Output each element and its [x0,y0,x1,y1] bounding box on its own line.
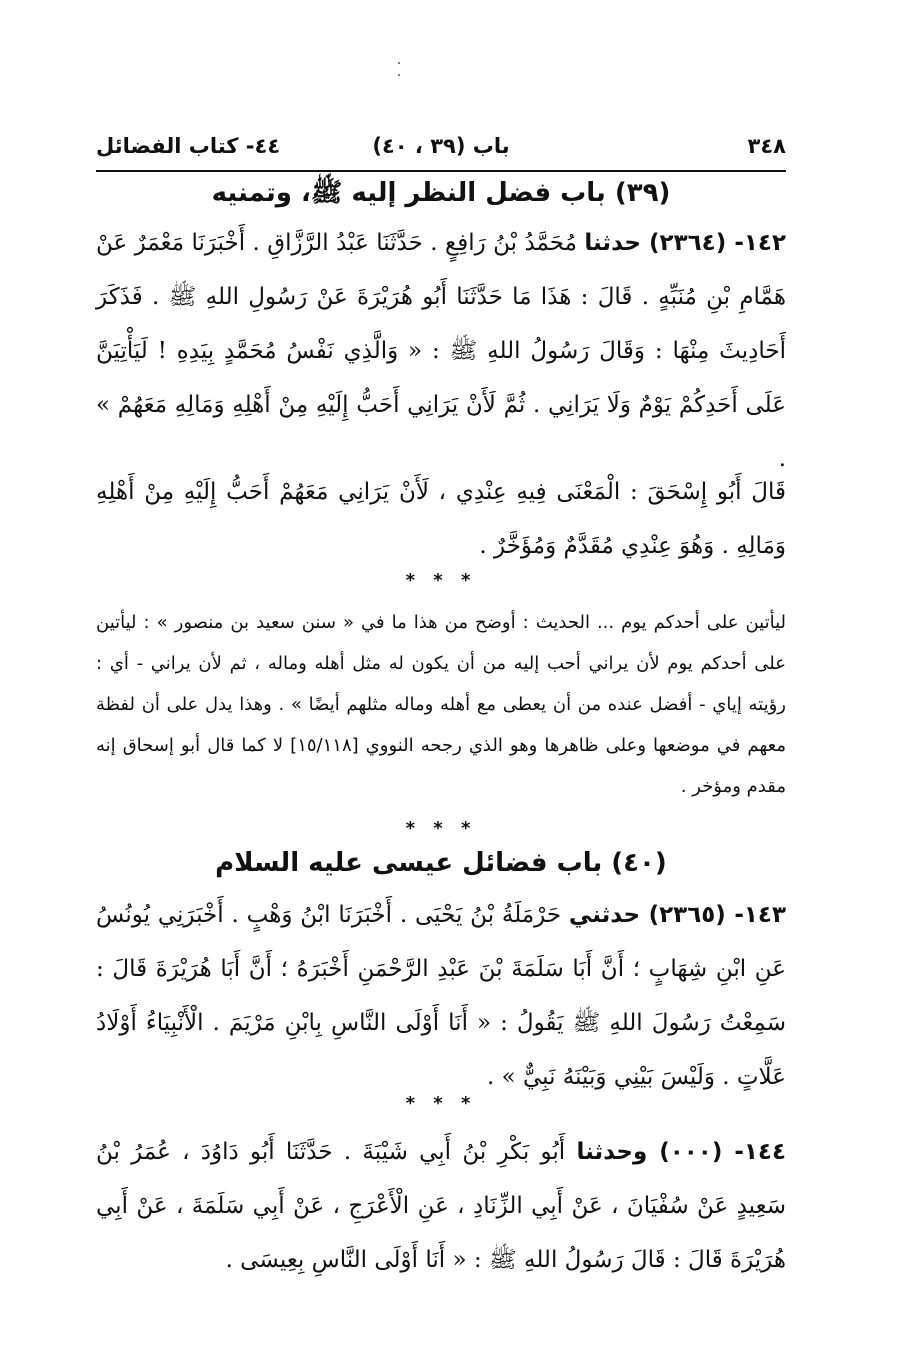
hadith-144-text: أَبُو بَكْرِ بْنُ أَبِي شَيْبَةَ . حَدَّثَنَا أَبُو دَاوُدَ ، عُمَرُ بْنُ سَعِيدٍ عَنْ سُفْيَانَ ، عَنْ أَبِي الزِّنَادِ ، عَنِ الْأَعْرَجِ ، عَنْ أَبِي سَلَمَةَ ، عَنْ أَبِي هُرَيْرَةَ قَالَ : قَالَ رَسُولُ اللهِ ﷺ : « أَنَا أَوْلَى النَّاسِ بِعِيسَى . [96,1139,786,1273]
header-rule [96,170,786,172]
separator-stars: * * * [405,818,477,839]
scan-speck [398,74,400,76]
hadith-142-number: ١٤٢- (٢٣٦٤) حدثنا [584,230,786,256]
separator-stars: * * * [405,570,477,591]
chapter-range: باب (٣٩ ، ٤٠) [372,134,510,158]
hadith-144 [96,1125,786,1287]
hadith-143-text: حَرْمَلَةُ بْنُ يَحْيَى . أَخْبَرَنَا ابْنُ وَهْبٍ . أَخْبَرَنِي يُونُسُ عَنِ ابْنِ شِهَابٍ ؛ أَنَّ أَبَا سَلَمَةَ بْنَ عَبْدِ الرَّحْمَنِ أَخْبَرَهُ ؛ أَنَّ أَبَا هُرَيْرَةَ قَالَ : سَمِعْتُ رَسُولَ اللهِ ﷺ يَقُولُ : « أَنَا أَوْلَى النَّاسِ بِابْنِ مَرْيَمَ . الْأَنْبِيَاءُ أَوْلَادُ عَلَّاتٍ . وَلَيْسَ بَيْنِي وَبَيْنَهُ نَبِيٌّ » . [96,902,786,1090]
hadith-144-number: ١٤٤- (٠٠٠) وحدثنا [576,1139,786,1165]
scan-speck [398,62,400,64]
separator-stars: * * * [405,1093,477,1114]
hadith-143-number: ١٤٣- (٢٣٦٥) حدثني [568,902,786,928]
running-header [96,128,786,168]
hadith-142 [96,216,786,486]
hadith-142-text: مُحَمَّدُ بْنُ رَافِعٍ . حَدَّثَنَا عَبْدُ الرَّزَّاقِ . أَخْبَرَنَا مَعْمَرٌ عَنْ هَمَّامِ بْنِ مُنَبِّهٍ . قَالَ : هَذَا مَا حَدَّثَنَا أَبُو هُرَيْرَةَ عَنْ رَسُولِ اللهِ ﷺ . فَذَكَرَ أَحَادِيثَ مِنْهَا : وَقَالَ رَسُولُ اللهِ ﷺ : « وَالَّذِي نَفْسُ مُحَمَّدٍ بِيَدِهِ ! لَيَأْتِيَنَّ عَلَى أَحَدِكُمْ يَوْمٌ وَلَا يَرَانِي . ثُمَّ لَأَنْ يَرَانِي أَحَبُّ إِلَيْهِ مِنْ أَهْلِهِ وَمَالِهِ مَعَهُمْ » . [96,230,786,472]
section-39-heading: (٣٩) باب فضل النظر إليه ﷺ، وتمنيه [211,178,671,208]
abu-ishaq-note: قَالَ أَبُو إِسْحَقَ : الْمَعْنَى فِيهِ عِنْدِي ، لَأَنْ يَرَانِي مَعَهُمْ أَحَبُّ إِلَيْهِ مِنْ أَهْلِهِ وَمَالِهِ . وَهُوَ عِنْدِي مُقَدَّمٌ وَمُؤَخَّرٌ . [96,479,786,559]
section-40-heading: (٤٠) باب فضائل عيسى عليه السلام [215,848,667,878]
book-title: ٤٤- كتاب الفضائل [96,134,281,158]
commentary: ليأتين على أحدكم يوم ... الحديث : أوضح من هذا ما في « سنن سعيد بن منصور » : ليأتين على أحدكم يوم لأن يراني أحب إليه من أن يكون له مثل أهله وماله ، ثم لأن يراني - أي : رؤيته إياي - أفضل عنده من أن يعطى مع أهله وماله مثلهم أيضًا » . وهذا يدل على أن لفظة معهم في موضعها وعلى ظاهرها وهو الذي رجحه النووي [١٥/١١٨] لا كما قال أبو إسحاق إنه مقدم ومؤخر . [96,612,786,797]
page-number: ٣٤٨ [747,134,786,158]
hadith-143 [96,888,786,1104]
